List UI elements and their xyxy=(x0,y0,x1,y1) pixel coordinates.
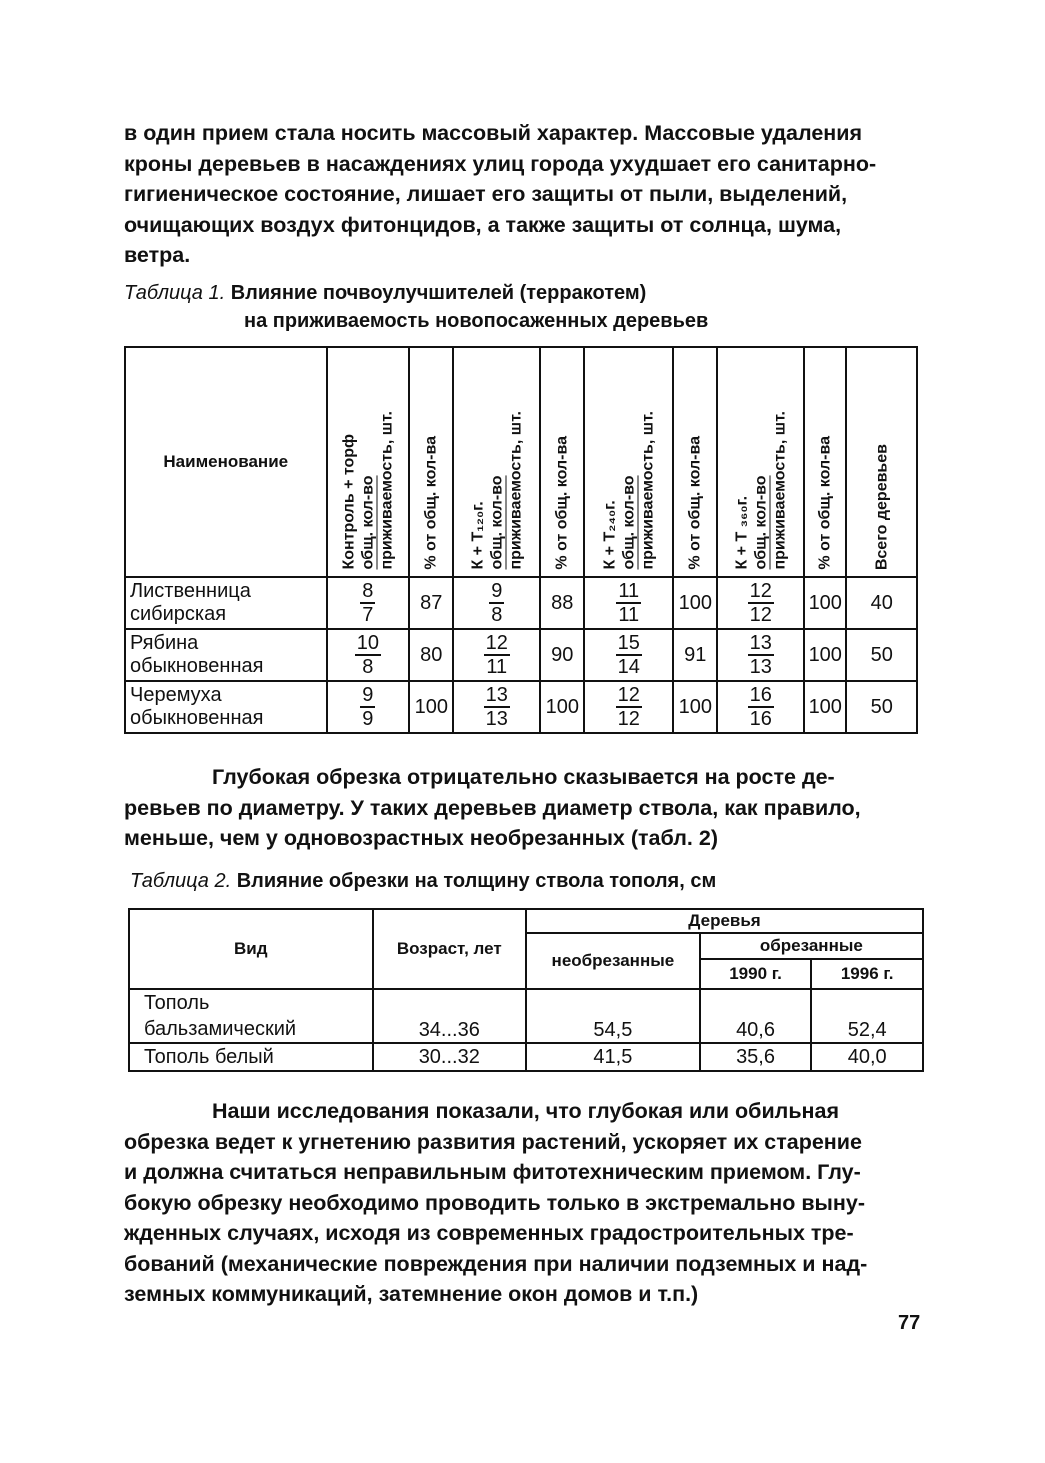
text-line: ревьев по диаметру. У таких деревьев диаметр ствола, как правило, xyxy=(124,795,861,820)
header-kt120 xyxy=(453,347,540,577)
cell-fraction: $\frac{12}{12}$ xyxy=(717,577,804,629)
text-line: обрезка ведет к угнетению развития растений, ускоряет их старение xyxy=(124,1129,862,1154)
text-line: Глубокая обрезка отрицательно сказывается на росте де- xyxy=(212,765,835,789)
cell-1996: 52,4 xyxy=(811,989,923,1043)
text-line: кроны деревьев в насаждениях улиц города ухудшает его санитарно- xyxy=(124,151,877,176)
header-control xyxy=(327,347,410,577)
header-age: Возраст, лет xyxy=(373,909,527,989)
paragraph-intro xyxy=(124,118,924,271)
cell-percent: 87 xyxy=(409,577,453,629)
cell-fraction: $\frac{13}{13}$ xyxy=(453,681,540,733)
cell-fraction: $\frac{11}{11}$ xyxy=(584,577,673,629)
header-line: Контроль + торф xyxy=(340,434,358,570)
cell-fraction: $\frac{10}{8}$ xyxy=(327,629,410,681)
cell-percent: 91 xyxy=(673,629,717,681)
text-line: очищающих воздух фитонцидов, а также защиты от солнца, шума, xyxy=(124,212,842,237)
cell-fraction: $\frac{9}{8}$ xyxy=(453,577,540,629)
cell-fraction: $\frac{16}{16}$ xyxy=(717,681,804,733)
header-uncut: необрезанные xyxy=(526,933,700,989)
table2-caption xyxy=(130,870,716,893)
header-cut: обрезанные xyxy=(700,933,923,959)
cell-percent: 100 xyxy=(540,681,584,733)
table-row xyxy=(125,629,917,681)
text-line: в один прием стала носить массовый характер. Массовые удаления xyxy=(124,121,863,145)
header-1996: 1996 г. xyxy=(811,959,923,989)
text-line: гигиеническое состояние, лишает его защиты от пыли, выделений, xyxy=(124,182,848,206)
header-line: приживаемость, шт. xyxy=(507,411,525,570)
cell-fraction: $\frac{13}{13}$ xyxy=(717,629,804,681)
paragraph-deep-pruning xyxy=(124,762,924,854)
header-name: Наименование xyxy=(125,347,327,577)
text-line: и должна считаться неправильным фитотехническим приемом. Глу- xyxy=(124,1160,861,1184)
header-trees: Деревья xyxy=(526,909,923,933)
header-line: общ. кол-во xyxy=(752,475,770,570)
cell-percent: 90 xyxy=(540,629,584,681)
cell-1996: 40,0 xyxy=(811,1043,923,1071)
table1-caption-label: Таблица 1. xyxy=(124,282,226,304)
cell-total: 50 xyxy=(846,681,917,733)
cell-fraction: $\frac{8}{7}$ xyxy=(327,577,410,629)
cell-total: 40 xyxy=(846,577,917,629)
cell-percent: 88 xyxy=(540,577,584,629)
cell-fraction: $\frac{12}{12}$ xyxy=(584,681,673,733)
header-percent-1: % от общ. кол-ва xyxy=(409,347,453,577)
text-line: бокую обрезку необходимо проводить только в экстремально выну- xyxy=(124,1190,866,1215)
table1-caption-subtitle: на приживаемость новопосаженных деревьев xyxy=(244,310,709,332)
cell-total: 50 xyxy=(846,629,917,681)
cell-name: Лиственница сибирская xyxy=(125,577,327,629)
table1-caption-continued xyxy=(244,310,708,333)
cell-name: Тополь белый xyxy=(129,1043,373,1071)
cell-fraction: $\frac{15}{14}$ xyxy=(584,629,673,681)
header-line: приживаемость, шт. xyxy=(639,411,657,570)
page-number: 77 xyxy=(898,1312,921,1334)
table-soil-improvers xyxy=(124,346,918,734)
header-line: К + Т₁₂₀г. xyxy=(469,501,487,570)
header-line: приживаемость, шт. xyxy=(378,411,396,570)
header-percent-3: % от общ. кол-ва xyxy=(673,347,717,577)
cell-age: 30...32 xyxy=(373,1043,527,1071)
cell-name: Рябина обыкновенная xyxy=(125,629,327,681)
cell-fraction: $\frac{12}{11}$ xyxy=(453,629,540,681)
cell-percent: 80 xyxy=(409,629,453,681)
table-row xyxy=(125,577,917,629)
table-row xyxy=(129,1043,923,1071)
text-line: жденных случаях, исходя из современных градостроительных тре- xyxy=(124,1221,854,1245)
table2-header-row xyxy=(129,909,923,933)
cell-uncut: 54,5 xyxy=(526,989,700,1043)
cell-percent: 100 xyxy=(804,681,846,733)
cell-name: Черемуха обыкновенная xyxy=(125,681,327,733)
cell-percent: 100 xyxy=(673,681,717,733)
header-kt240 xyxy=(584,347,673,577)
header-line: общ. кол-во xyxy=(359,475,377,570)
cell-name: Тополь бальзамический xyxy=(129,989,373,1043)
cell-percent: 100 xyxy=(673,577,717,629)
cell-uncut: 41,5 xyxy=(526,1043,700,1071)
table1-caption xyxy=(124,282,646,305)
text-line: ветра. xyxy=(124,243,191,267)
header-line: К + Т ₃₆₀г. xyxy=(733,496,751,570)
paragraph-conclusion xyxy=(124,1096,924,1310)
header-kt360 xyxy=(717,347,804,577)
cell-fraction: $\frac{9}{9}$ xyxy=(327,681,410,733)
cell-percent: 100 xyxy=(804,629,846,681)
table1-caption-title: Влияние почвоулучшителей (терракотем) xyxy=(230,282,647,304)
header-line: приживаемость, шт. xyxy=(771,411,789,570)
cell-age: 34...36 xyxy=(373,989,527,1043)
text-line: меньше, чем у одновозрастных необрезанных (табл. 2) xyxy=(124,826,718,850)
table2-caption-label: Таблица 2. xyxy=(130,870,232,892)
header-line: К + Т₂₄₀г. xyxy=(601,500,619,570)
table-pruning-poplar xyxy=(128,908,924,1072)
header-1990: 1990 г. xyxy=(700,959,812,989)
text-line: земных коммуникаций, затемнение окон домов и т.п.) xyxy=(124,1282,699,1306)
header-vid: Вид xyxy=(129,909,373,989)
cell-percent: 100 xyxy=(804,577,846,629)
table-row xyxy=(125,681,917,733)
text-line: бований (механические повреждения при наличии подземных и над- xyxy=(124,1251,868,1276)
header-total-trees: Всего деревьев xyxy=(846,347,917,577)
table2-caption-title: Влияние обрезки на толщину ствола тополя, см xyxy=(236,870,717,892)
cell-1990: 35,6 xyxy=(700,1043,812,1071)
cell-1990: 40,6 xyxy=(700,989,812,1043)
header-line: общ. кол-во xyxy=(620,475,638,570)
text-line: Наши исследования показали, что глубокая или обильная xyxy=(212,1099,840,1123)
cell-percent: 100 xyxy=(409,681,453,733)
header-percent-4: % от общ. кол-ва xyxy=(804,347,846,577)
table-row xyxy=(129,989,923,1043)
header-line: общ. кол-во xyxy=(488,475,506,570)
header-percent-2: % от общ. кол-ва xyxy=(540,347,584,577)
table1-header-row xyxy=(125,347,917,577)
